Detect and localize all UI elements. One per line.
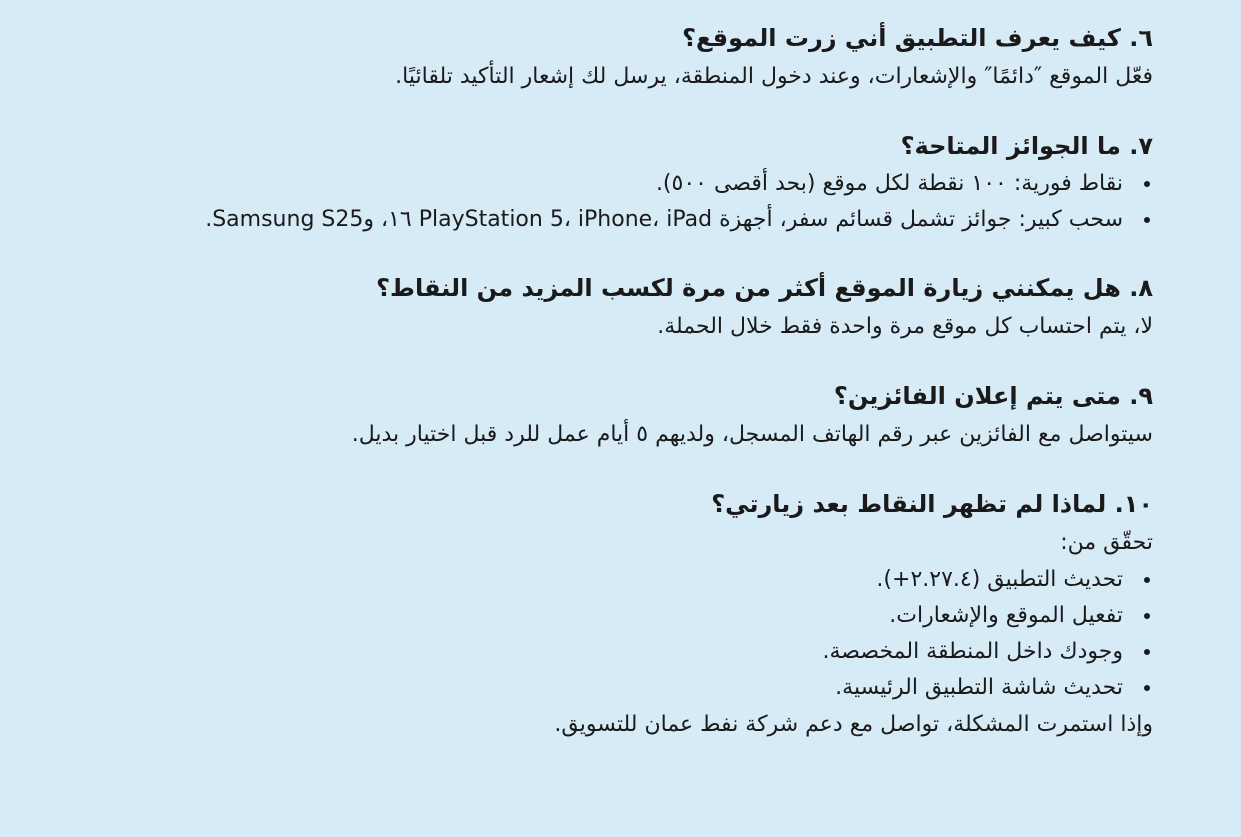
- answer-9: سيتواصل مع الفائزين عبر رقم الهاتف المسجل، ولديهم ٥ أيام عمل للرد قبل اختيار بديل.: [351, 422, 1153, 447]
- bullet-icon: [1144, 577, 1150, 583]
- answer-8: لا، يتم احتساب كل موقع مرة واحدة فقط خلال الحملة.: [657, 314, 1153, 339]
- list-item: تحديث التطبيق (٢.٢٧.٤+).: [40, 562, 1123, 598]
- list-item: نقاط فورية: ١٠٠ نقطة لكل موقع (بحد أقصى ٥٠٠).: [40, 166, 1123, 202]
- faq-item-10: [40, 484, 1153, 744]
- answer-10-intro: تحقّق من:: [1060, 530, 1153, 555]
- question-8: ٨. هل يمكنني زيارة الموقع أكثر من مرة لكسب المزيد من النقاط؟: [376, 274, 1153, 302]
- bullet-icon: [1144, 217, 1150, 223]
- faq-item-7: [40, 126, 1153, 238]
- faq-item-6: [40, 18, 1153, 96]
- prizes-list: [40, 166, 1153, 238]
- question-6: ٦. كيف يعرف التطبيق أني زرت الموقع؟: [682, 24, 1153, 52]
- checklist: [40, 562, 1153, 706]
- faq-item-9: [40, 376, 1153, 454]
- question-9: ٩. متى يتم إعلان الفائزين؟: [833, 382, 1153, 410]
- bullet-icon: [1144, 685, 1150, 691]
- list-item: تفعيل الموقع والإشعارات.: [40, 598, 1123, 634]
- bullet-icon: [1144, 181, 1150, 187]
- question-7: ٧. ما الجوائز المتاحة؟: [900, 132, 1153, 160]
- list-item: تحديث شاشة التطبيق الرئيسية.: [40, 670, 1123, 706]
- list-item: سحب كبير: جوائز تشمل قسائم سفر، أجهزة PlayStation 5، iPhone، iPad ١٦، وSamsung S25.: [40, 202, 1123, 238]
- bullet-icon: [1144, 613, 1150, 619]
- answer-6: فعّل الموقع ″دائمًا″ والإشعارات، وعند دخول المنطقة، يرسل لك إشعار التأكيد تلقائيًا.: [395, 64, 1153, 89]
- question-10: ١٠. لماذا لم تظهر النقاط بعد زيارتي؟: [711, 490, 1153, 518]
- list-item: وجودك داخل المنطقة المخصصة.: [40, 634, 1123, 670]
- answer-10-closing: وإذا استمرت المشكلة، تواصل مع دعم شركة نفط عمان للتسويق.: [554, 712, 1153, 737]
- faq-item-8: [40, 268, 1153, 346]
- bullet-icon: [1144, 649, 1150, 655]
